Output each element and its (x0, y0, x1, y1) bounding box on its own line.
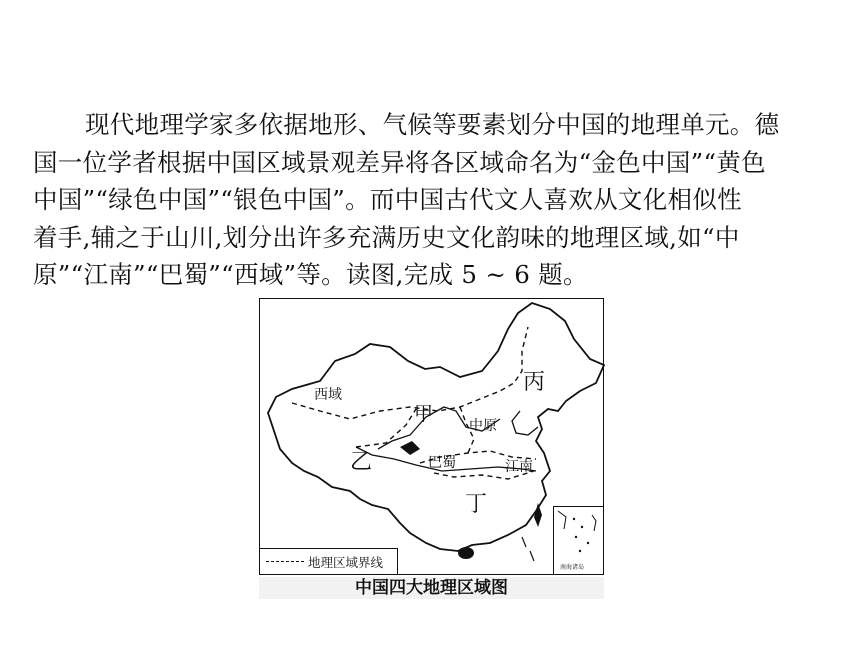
passage-line-1: 现代地理学家多依据地形、气候等要素划分中国的地理单元。德 (85, 110, 780, 139)
china-regions-figure (259, 298, 604, 607)
region-label-bing: 丙 (523, 370, 546, 395)
region-label-yi: 乙 (350, 450, 373, 475)
region-label-bashu: 巴蜀 (428, 455, 456, 471)
passage-line-5: 原”“江南”“巴蜀”“西域”等。读图,完成 5 ~ 6 题。 (33, 260, 588, 289)
passage-line-3: 中国”“绿色中国”“银色中国”。而中国古代文人喜欢从文化相似性 (33, 185, 742, 214)
south-china-sea-inset (553, 506, 603, 574)
dashed-line-symbol (266, 561, 304, 562)
passage-line-4: 着手,辅之于山川,划分出许多充满历史文化韵味的地理区域,如“中 (33, 222, 740, 252)
region-label-xiyu: 西域 (314, 387, 342, 403)
region-label-jia: 甲 (414, 403, 434, 425)
question-passage (33, 106, 833, 294)
passage-line-2: 国一位学者根据中国区域景观差异将各区域命名为“金色中国”“黄色 (33, 147, 766, 177)
region-label-ding: 丁 (465, 492, 488, 517)
inset-label: 南海诸岛 (560, 564, 585, 571)
map-frame (259, 298, 604, 575)
region-label-zhongyuan: 中原 (469, 418, 497, 434)
map-legend (260, 548, 398, 574)
figure-caption: 中国四大地理区域图 (259, 577, 604, 599)
legend-label: 地理区域界线 (308, 554, 384, 570)
region-label-jiangnan: 江南 (505, 459, 533, 475)
